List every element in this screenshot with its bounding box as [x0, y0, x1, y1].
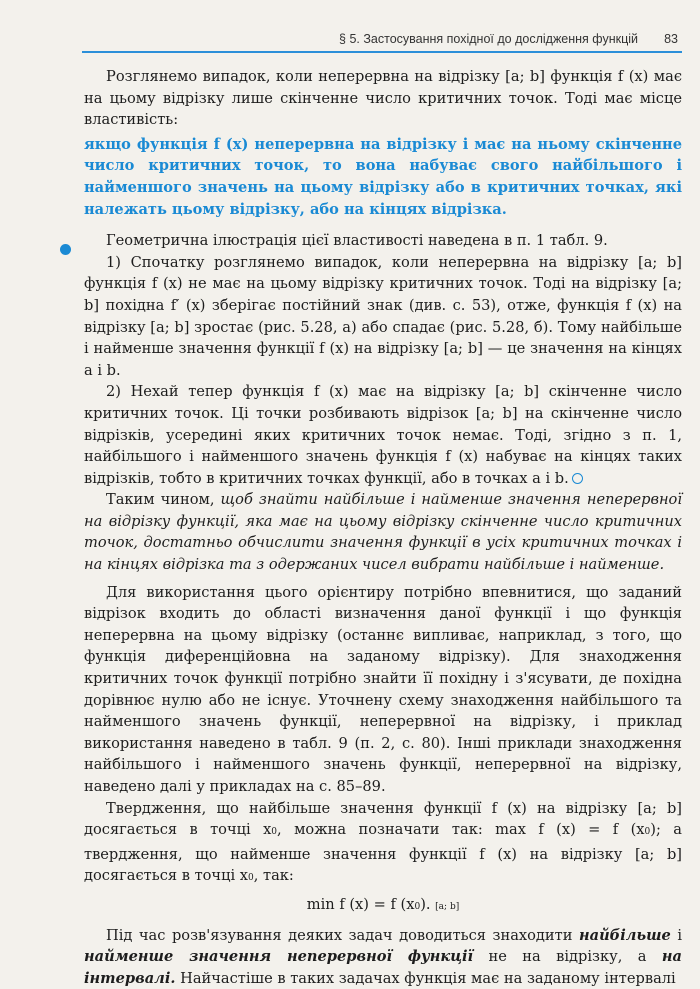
illustration-paragraph: Геометрична ілюстрація цієї властивості наведена в п. 1 табл. 9. [106, 232, 608, 250]
conclusion-paragraph [84, 489, 682, 575]
section-title: § 5. Застосування похідної до дослідження функцій [339, 32, 638, 46]
x0-index: 0 [271, 827, 278, 838]
page-body [84, 66, 682, 989]
page-header [0, 0, 700, 52]
notation-text-1: Твердження, що найбільше значення функції f (x) на відрізку [a; b] досягається в точці x [84, 799, 682, 839]
header-rule [82, 51, 682, 53]
notation-text-3: ); а твердження, що найменше значення функції f (x) на відрізку [a; b] досягається в точці x [84, 821, 682, 885]
emph-interval: на інтервалі. [84, 948, 683, 987]
interval-text-4: Найчастіше в таких задачах функція має на заданому інтервалі [180, 969, 676, 987]
min-formula [84, 894, 682, 919]
max-formula-text: max f (x) = f (x [495, 821, 645, 839]
case-2-text: 2) Нехай тепер функція f (x) має на відрізку [a; b] скінченне число критичних точок. Ці точки розбивають відрізок [a; b] на скінченне число відрізків, усередині яких критичних точок немає. Тоді, згідно з п. 1, найбільшого і найменшого значень функція f (x) набуває на кінцях таких відрізків, тобто в критичних точках функції, або в точках a і b. [84, 383, 682, 487]
case-2-paragraph [84, 381, 682, 489]
min-formula-text: min f (x) = f (x [306, 895, 415, 913]
start-bullet-icon [60, 244, 71, 255]
x0-index-2: 0 [248, 873, 254, 884]
min-x0-index: 0 [414, 901, 421, 912]
interval-text-3: не на відрізку, а [488, 948, 647, 966]
intro-paragraph: Розглянемо випадок, коли неперервна на відрізку [a; b] функція f (x) має на цьому відрізку лише скінченне число критичних точок. Тоді має місце властивість: [84, 68, 682, 129]
min-formula-interval: [a; b] [435, 901, 460, 912]
notation-text-2: , можна позначати так: [277, 821, 483, 839]
conclusion-lead: Таким чином, [106, 491, 215, 509]
interval-text-1: Під час розв'язування деяких задач доводиться знаходити [106, 926, 573, 944]
interval-paragraph [84, 925, 682, 989]
notation-paragraph [84, 798, 682, 890]
page-number: 83 [664, 32, 678, 46]
emph-smallest: найменше значення неперервної функції [84, 948, 474, 966]
property-statement: якщо функція f (x) неперервна на відрізку і має на ньому скінченне число критичних точок, то вона набуває свого найбільшого і найменшого значень на цьому відрізку або в критичних точках, які належать цьому відрізку, або на кінцях відрізка. [84, 135, 682, 218]
max-formula [495, 821, 650, 838]
usage-paragraph: Для використання цього орієнтиру потрібно впевнитися, що заданий відрізок входить до області визначення даної функції і що функція неперервна на цьому відрізку (останнє випливає, наприклад, з того, що функція диференційовна на заданому відрізку). Для знаходження критичних точок функції потрібно знайти її похідну і з'ясувати, де похідна дорівнює нулю або не існує. Уточнену схему знаходження найбільшого та найменшого значень функції, неперервної на відрізку, і приклад використання наведено в табл. 9 (п. 2, с. 80). Інші приклади знаходження найбільшого і найменшого значень функції, неперервної на відрізку, наведено далі у прикладах на с. 85–89. [84, 583, 682, 795]
max-x0-index: 0 [644, 827, 651, 838]
emph-largest: найбільше [578, 926, 671, 944]
conclusion-rule: щоб знайти найбільше і найменше значення неперервної на відрізку функції, яка має на цьому відрізку скінченне число критичних точок, достатньо обчислити значення функції в усіх критичних точках і на кінцях відрізка та з одержаних чисел вибрати найбільше і найменше. [84, 491, 683, 574]
end-proof-icon [572, 473, 583, 484]
interval-text-2: і [677, 926, 682, 944]
case-1-paragraph: 1) Спочатку розглянемо випадок, коли неперервна на відрізку [a; b] функція f (x) не має на цьому відрізку критичних точок. Тоді на відрізку [a; b] похідна f′ (x) зберігає постійний знак (див. с. 53), отже, функція f (x) на відрізку [a; b] зростає (рис. 5.28, а) або спадає (рис. 5.28, б). Тому найбільше і найменше значення функції f (x) на відрізку [a; b] — це значення на кінцях a і b. [84, 253, 682, 379]
notation-text-4: , так: [253, 867, 294, 885]
min-formula-close: ). [420, 895, 431, 913]
